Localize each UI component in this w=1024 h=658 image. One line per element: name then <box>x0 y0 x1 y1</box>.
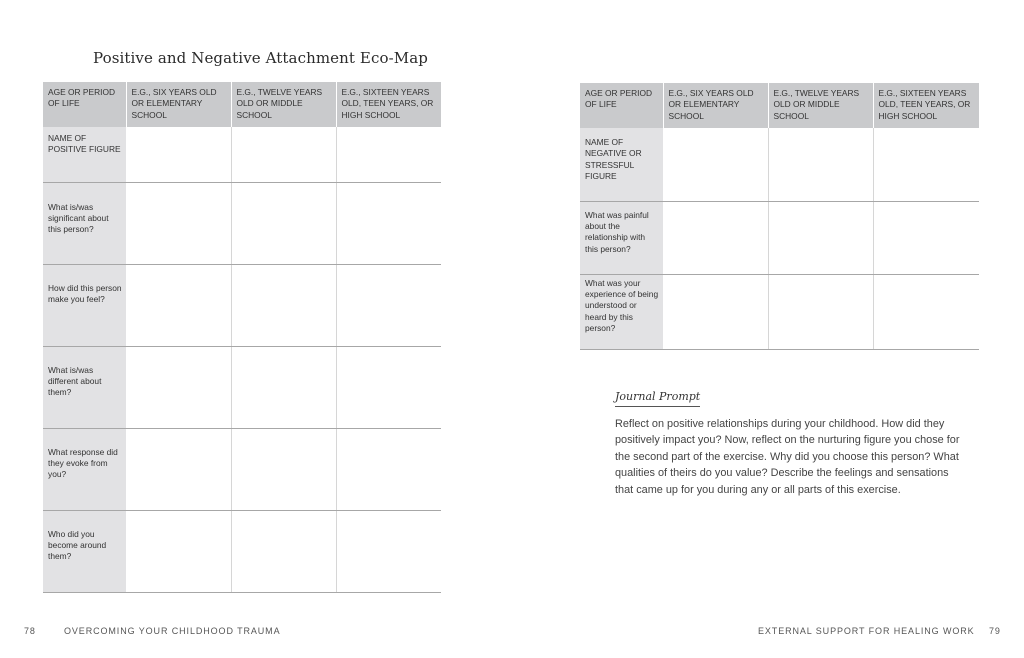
row-label: How did this person make you feel? <box>43 264 126 346</box>
column-header: E.G., SIXTEEN YEARS OLD, TEEN YEARS, OR HIGH SCHOOL <box>873 83 979 128</box>
empty-cell[interactable] <box>873 201 979 274</box>
table-row <box>43 428 441 510</box>
table-row <box>43 127 441 182</box>
empty-cell[interactable] <box>873 128 979 201</box>
empty-cell[interactable] <box>231 510 336 592</box>
row-label: NAME OF POSITIVE FIGURE <box>43 127 126 182</box>
empty-cell[interactable] <box>231 346 336 428</box>
table-row <box>580 201 979 274</box>
empty-cell[interactable] <box>336 127 441 182</box>
table-row <box>43 346 441 428</box>
running-title: OVERCOMING YOUR CHILDHOOD TRAUMA <box>64 626 281 636</box>
journal-prompt-text: Reflect on positive relationships during your childhood. How did they positively impact you? Now, reflect on the nurturing figure you chose for the second part of the exercise. Why did you choose this person? What qualities of theirs do you value? Describe the feelings and sensations that came up for you during any or all parts of this exercise. <box>615 418 960 496</box>
empty-cell[interactable] <box>336 182 441 264</box>
empty-cell[interactable] <box>336 346 441 428</box>
empty-cell[interactable] <box>231 428 336 510</box>
page-number: 78 <box>24 626 36 636</box>
empty-cell[interactable] <box>768 201 873 274</box>
empty-cell[interactable] <box>663 274 768 349</box>
table-header-row <box>43 82 441 127</box>
negative-eco-map-table <box>580 83 979 350</box>
empty-cell[interactable] <box>336 428 441 510</box>
empty-cell[interactable] <box>768 128 873 201</box>
row-label: Who did you become around them? <box>43 510 126 592</box>
table-row <box>43 264 441 346</box>
empty-cell[interactable] <box>663 128 768 201</box>
empty-cell[interactable] <box>336 510 441 592</box>
row-label: NAME OF NEGATIVE OR STRESSFUL FIGURE <box>580 128 663 201</box>
row-label: What response did they evoke from you? <box>43 428 126 510</box>
empty-cell[interactable] <box>126 346 231 428</box>
empty-cell[interactable] <box>126 428 231 510</box>
row-label: What is/was significant about this person? <box>43 182 126 264</box>
column-header: AGE OR PERIOD OF LIFE <box>43 82 126 127</box>
table-row <box>43 510 441 592</box>
page-number: 79 <box>989 626 1001 636</box>
empty-cell[interactable] <box>663 201 768 274</box>
empty-cell[interactable] <box>231 127 336 182</box>
empty-cell[interactable] <box>126 510 231 592</box>
column-header: E.G., TWELVE YEARS OLD OR MIDDLE SCHOOL <box>231 82 336 127</box>
page-title: Positive and Negative Attachment Eco-Map <box>93 49 428 67</box>
journal-prompt-label: Journal Prompt <box>615 390 700 407</box>
column-header: E.G., SIX YEARS OLD OR ELEMENTARY SCHOOL <box>126 82 231 127</box>
empty-cell[interactable] <box>231 264 336 346</box>
empty-cell[interactable] <box>231 182 336 264</box>
empty-cell[interactable] <box>768 274 873 349</box>
column-header: E.G., SIXTEEN YEARS OLD, TEEN YEARS, OR HIGH SCHOOL <box>336 82 441 127</box>
table-row <box>43 182 441 264</box>
table-row <box>580 274 979 349</box>
empty-cell[interactable] <box>873 274 979 349</box>
empty-cell[interactable] <box>126 264 231 346</box>
positive-eco-map-table <box>43 82 441 593</box>
row-label: What was painful about the relationship with this person? <box>580 201 663 274</box>
column-header: E.G., SIX YEARS OLD OR ELEMENTARY SCHOOL <box>663 83 768 128</box>
column-header: E.G., TWELVE YEARS OLD OR MIDDLE SCHOOL <box>768 83 873 128</box>
table-header-row <box>580 83 979 128</box>
empty-cell[interactable] <box>336 264 441 346</box>
row-label: What was your experience of being understood or heard by this person? <box>580 274 663 349</box>
empty-cell[interactable] <box>126 182 231 264</box>
column-header: AGE OR PERIOD OF LIFE <box>580 83 663 128</box>
running-title: EXTERNAL SUPPORT FOR HEALING WORK <box>758 626 975 636</box>
empty-cell[interactable] <box>126 127 231 182</box>
table-row <box>580 128 979 201</box>
row-label: What is/was different about them? <box>43 346 126 428</box>
